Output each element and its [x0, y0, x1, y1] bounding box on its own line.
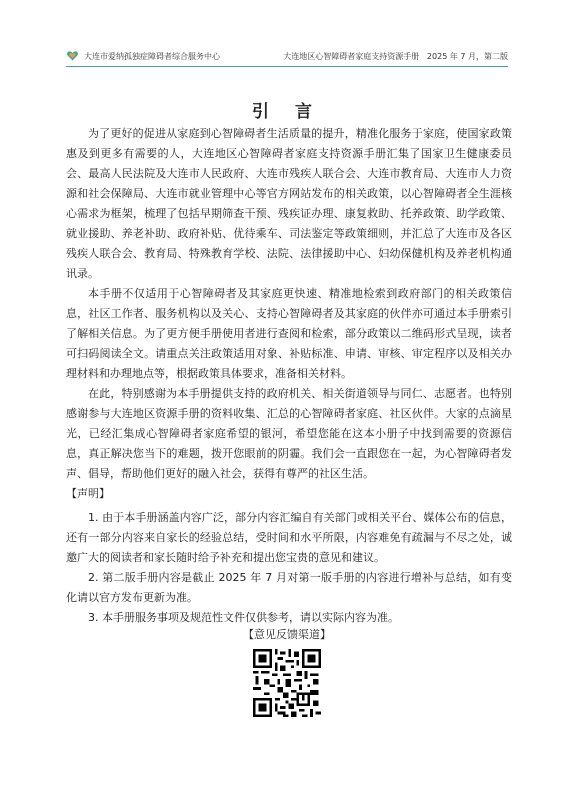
intro-paragraph: 为了更好的促进从家庭到心智障碍者生活质量的提升，精准化服务于家庭，使国家政策惠及到更多有需要的人，大连地区心智障碍者家庭支持资源手册汇集了国家卫生健康委员会、最高人民法院及大连市人民政府、大连市残疾人联合会、大连市教育局、大连市人力资源和社会保障局、大连市就业管理中心等官方网站发布的相关政策，以心智障碍者全生涯核心需求为框架，梳理了包括早期筛查干预、残疾证办理、康复救助、托养政策、助学政策、就业援助、养老补助、政府补贴、优待乘车、司法鉴定等政策细则，并汇总了大连市及各区残疾人联合会、教育局、特殊教育学校、法院、法律援助中心、妇幼保健机构及养老机构通讯录。	[66, 127, 512, 280]
intro-paragraph: 本手册不仅适用于心智障碍者及其家庭更快速、精准地检索到政府部门的相关政策信息，社区工作者、服务机构以及关心、支持心智障碍者及其家庭的伙伴亦可通过本手册索引了解相关信息。为了更方便手册使用者进行查阅和检索，部分政策以二维码形式呈现，读者可扫码阅读全文。请重点关注政策适用对象、补贴标准、申请、审核、审定程序以及相关办理材料和办理地点等，根据政策具体要求，准备相关材料。	[66, 287, 512, 380]
statement-section	[66, 508, 512, 628]
page-header	[66, 48, 508, 66]
document-info	[283, 51, 508, 62]
statement-heading: 【声明】	[66, 487, 110, 500]
statement-item: 3. 本手册服务事项及规范性文件仅供参考，请以实际内容为准。	[88, 611, 399, 624]
intro-section	[66, 124, 512, 484]
header-rule	[66, 66, 508, 67]
statement-item: 2. 第二版手册内容是截止 2025 年 7 月对第一版手册的内容进行增补与总结，如有变化请以官方发布更新为准。	[66, 571, 512, 604]
edition-label: 2025 年 7 月，第二版	[426, 52, 508, 61]
heart-logo-icon	[66, 49, 79, 62]
statement-item: 1. 由于本手册涵盖内容广泛，部分内容汇编自有关部门或相关平台、媒体公布的信息，还有一部分内容来自家长的经验总结，受时间和水平所限，内容难免有疏漏与不尽之处，诚邀广大的阅读者和家长随时给予补充和提出您宝贵的意见和建议。	[66, 511, 512, 564]
qr-code-icon[interactable]	[253, 649, 321, 717]
organization-name: 大连市爱纳孤独症障碍者综合服务中心	[84, 52, 220, 61]
document-title: 大连地区心智障碍者家庭支持资源手册	[283, 52, 420, 61]
feedback-heading: 【意见反馈渠道】	[243, 628, 331, 641]
intro-paragraph: 在此，特别感谢为本手册提供支持的政府机关、相关街道领导与同仁、志愿者。也特别感谢参与大连地区资源手册的资料收集、汇总的心智障碍者家庭、社区伙伴。大家的点滴星光，已经汇集成心智障碍者家庭希望的银河，希望您能在这本小册子中找到需要的资源信息，真正解决您当下的难题，拨开您眼前的阴霾。我们会一直跟您在一起，为心智障碍者发声、倡导，帮助他们更好的融入社会，获得有尊严的社区生活。	[66, 387, 512, 480]
page-title: 引 言	[252, 102, 322, 122]
